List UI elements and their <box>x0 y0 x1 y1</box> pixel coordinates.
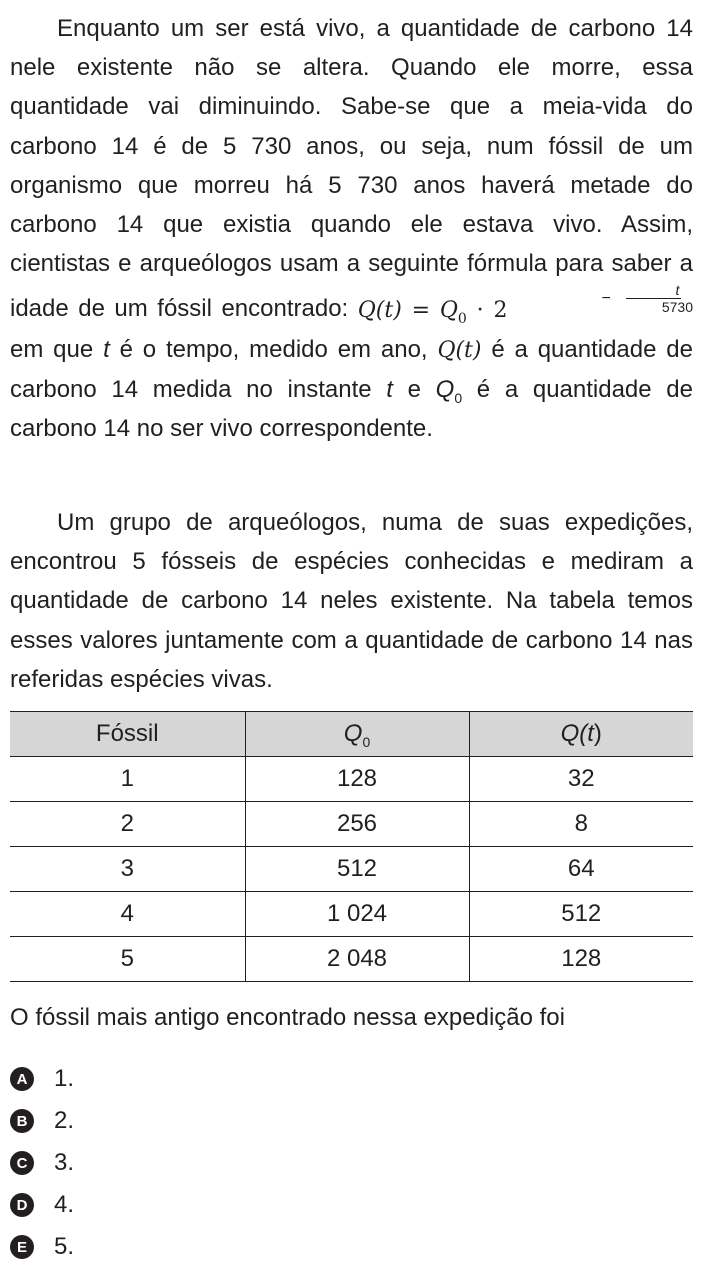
formula <box>357 282 693 327</box>
cell-q0: 256 <box>245 802 469 847</box>
intro-text-1: Enquanto um ser está vivo, a quantidade de carbono 14 nele existente não se altera. Quando ele morre, essa quantidade vai diminuindo. Sabe-se que a meia-vida do carbono 14 é de 5 730 anos, ou seja, num fóssil de um organismo que morreu há 5 730 anos haverá metade do carbono 14 que existia quando ele estava vivo. Assim, cientistas e arqueólogos usam a seguinte fórmula para saber a idade de um fóssil encontrado: <box>10 15 693 323</box>
option-letter-badge[interactable]: E <box>10 1235 34 1259</box>
table-row <box>10 757 693 802</box>
header-q0 <box>245 712 469 757</box>
cell-qt: 8 <box>469 802 693 847</box>
header-qt <box>469 712 693 757</box>
formula-subscript: 0 <box>457 310 467 327</box>
formula-lhs: Q(t) = <box>357 297 440 323</box>
option-letter-badge[interactable]: C <box>10 1151 34 1175</box>
option-letter-badge[interactable]: B <box>10 1109 34 1133</box>
option-letter-badge[interactable]: A <box>10 1067 34 1091</box>
var-t-2: t <box>386 376 393 404</box>
table-row <box>10 847 693 892</box>
header-qt-close: ) <box>593 720 602 747</box>
cell-q0: 2 048 <box>245 937 469 982</box>
option-text[interactable]: 1. <box>54 1065 75 1092</box>
qt-symbol <box>437 338 481 363</box>
option-text[interactable]: 2. <box>54 1107 75 1134</box>
option-text[interactable]: 3. <box>54 1149 75 1176</box>
formula-base: · 2 <box>466 297 508 323</box>
qt-text: Q(t) <box>437 337 482 363</box>
option-a[interactable] <box>10 1058 74 1100</box>
header-q0-sub: 0 <box>362 734 371 750</box>
question-stem: O fóssil mais antigo encontrado nessa expedição foi <box>10 1004 565 1031</box>
exponent-fraction <box>615 283 693 314</box>
option-text[interactable]: 4. <box>54 1191 75 1218</box>
option-e[interactable] <box>10 1226 74 1268</box>
cell-qt: 64 <box>469 847 693 892</box>
intro-text-6: é a quantidade de carbono 14 no ser vivo correspondente. <box>10 376 694 443</box>
option-c[interactable] <box>10 1142 74 1184</box>
cell-qt: 512 <box>469 892 693 937</box>
context-paragraph: Um grupo de arqueólogos, numa de suas expedições, encontrou 5 fósseis de espécies conhecidas e mediram a quantidade de carbono 14 neles existente. Na tabela temos esses valores juntamente com a quantidade de carbono 14 nas referidas espécies vivas. <box>10 509 693 693</box>
header-q0-q: Q <box>343 720 363 747</box>
option-letter-badge[interactable]: D <box>10 1193 34 1217</box>
intro-text-5: e <box>392 376 436 404</box>
intro-text-4: é a quantidade de carbono 14 medida no instante <box>10 335 694 404</box>
intro-text-2: em que <box>10 335 104 363</box>
option-d[interactable] <box>10 1184 74 1226</box>
cell-fossil: 5 <box>10 937 245 982</box>
cell-q0: 512 <box>245 847 469 892</box>
cell-q0: 128 <box>245 757 469 802</box>
cell-fossil: 4 <box>10 892 245 937</box>
exponent-denominator: 5730 <box>661 299 693 316</box>
option-b[interactable] <box>10 1100 74 1142</box>
var-t: t <box>103 335 110 363</box>
answer-options <box>10 1058 74 1268</box>
q0-subscript: 0 <box>454 390 463 407</box>
header-fossil: Fóssil <box>10 712 245 757</box>
cell-q0: 1 024 <box>245 892 469 937</box>
intro-text-3: é o tempo, medido em ano, <box>109 335 438 363</box>
table-row <box>10 892 693 937</box>
exponent-numerator: t <box>626 283 681 299</box>
cell-qt: 128 <box>469 937 693 982</box>
fossil-table <box>10 711 693 982</box>
table-header-row <box>10 712 693 757</box>
cell-qt: 32 <box>469 757 693 802</box>
cell-fossil: 2 <box>10 802 245 847</box>
cell-fossil: 1 <box>10 757 245 802</box>
intro-paragraph <box>10 9 693 448</box>
header-qt-q: Q( <box>560 720 588 747</box>
option-text[interactable]: 5. <box>54 1233 75 1260</box>
header-qt-t: t <box>587 720 594 747</box>
exponent-minus: − <box>601 289 611 307</box>
q0-symbol: Q <box>435 376 455 404</box>
table-row <box>10 802 693 847</box>
formula-exponent <box>508 283 694 314</box>
formula-q: Q <box>439 297 458 323</box>
table-row <box>10 937 693 982</box>
cell-fossil: 3 <box>10 847 245 892</box>
